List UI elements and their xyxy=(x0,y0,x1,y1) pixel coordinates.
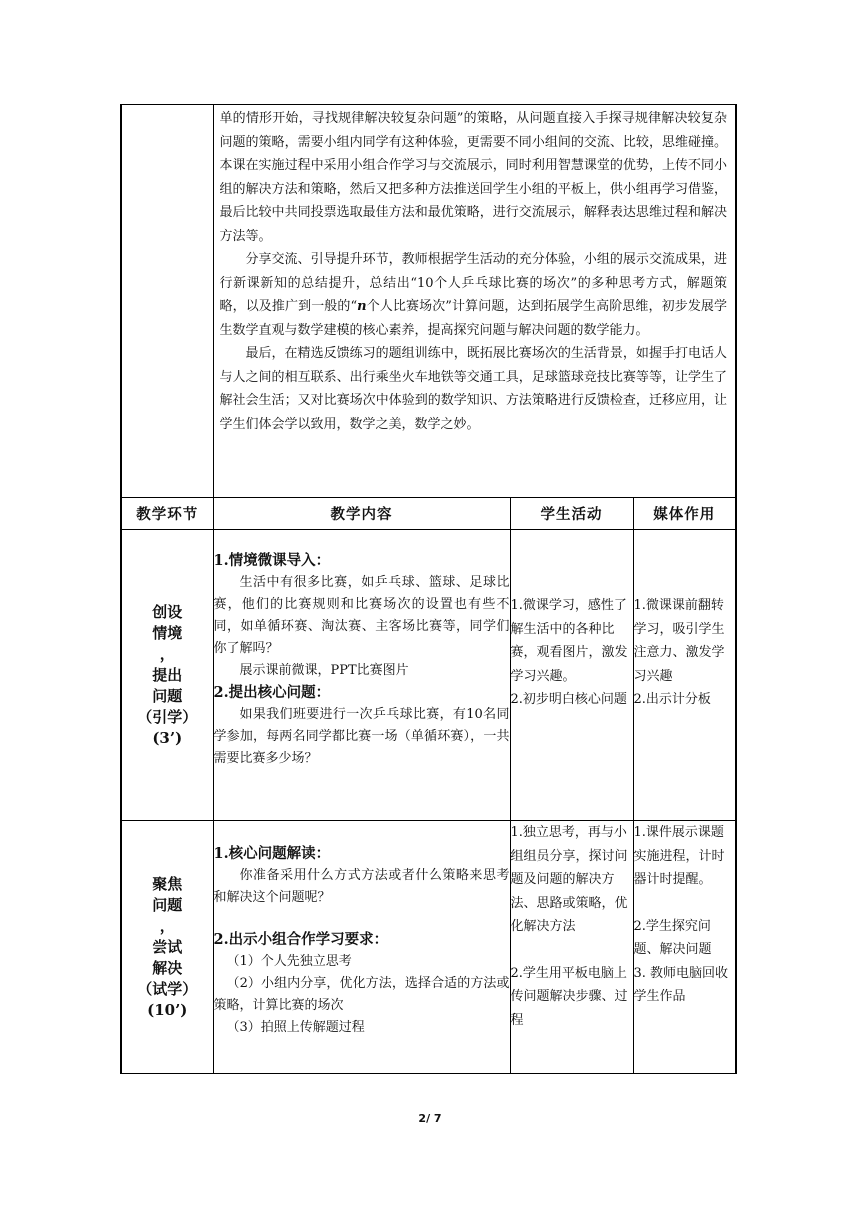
student-activity-item: 2.初步明白核心问题 xyxy=(510,692,627,707)
content-cell xyxy=(213,821,510,1074)
header-stage: 教学环节 xyxy=(121,498,213,530)
media-role-item: 1.课件展示课题实施进程，计时器计时提醒。 xyxy=(633,825,725,887)
content-paragraph: 如果我们班要进行一次乒乓球比赛，有10名同学参加，每两名同学都比赛一场（单循环赛），一共需要比赛多少场？ xyxy=(213,707,510,766)
intro-blank-cell xyxy=(121,105,213,498)
content-heading: 2.出示小组合作学习要求： xyxy=(213,931,389,948)
intro-paragraph: 单的情形开始，寻找规律解决较复杂问题”的策略，从问题直接入手探寻规律解决较复杂问题的策略，需要小组内同学有这种体验，更需要不同小组间的交流、比较，思维碰撞。本课在实施过程中采用小组合作学习与交流展示，同时利用智慧课堂的优势，上传不同小组的解决方法和策略，然后又把多种方法推送回学生小组的平板上，供小组再学习借鉴，最后比较中共同投票选取最佳方法和最优策略，进行交流展示，解释表达思维过程和解决方法等。 xyxy=(219,111,728,244)
content-paragraph: 生活中有很多比赛，如乒乓球、篮球、足球比赛，他们的比赛规则和比赛场次的设置也有些不同，如单循环赛、淘汰赛、主客场比赛等，同学们你了解吗？ xyxy=(213,575,510,656)
media-role-cell xyxy=(633,821,736,1074)
content-paragraph: 你准备采用什么方式方法或者什么策略来思考和解决这个问题呢？ xyxy=(213,868,510,905)
content-heading: 1.情境微课导入： xyxy=(213,552,331,569)
media-role-item: 2.学生探究问题、解决问题 xyxy=(633,918,712,957)
content-paragraph: 展示课前微课，PPT比赛图片 xyxy=(239,663,409,678)
intro-row xyxy=(121,105,736,498)
table-row xyxy=(121,530,736,821)
stage-line: （试学） xyxy=(137,979,198,998)
content-list-item: （3）拍照上传解题过程 xyxy=(226,1020,365,1035)
stage-line: 尝试 xyxy=(152,937,183,956)
stage-line: ， xyxy=(159,916,175,935)
lesson-plan-table xyxy=(120,104,737,1074)
table-header-row xyxy=(121,498,736,530)
content-heading: 1.核心问题解读： xyxy=(213,845,331,862)
stage-line: （引学） xyxy=(137,707,198,726)
content-heading: 2.提出核心问题： xyxy=(213,684,331,701)
student-activity-item: 2.学生用平板电脑上传问题解决步骤、过程 xyxy=(510,965,628,1028)
content-list-item: （2）小组内分享，优化方法，选择合适的方法或策略，计算比赛的场次 xyxy=(213,976,510,1013)
intro-text-part: 分享交流、引导提升环节，教师根据学生活动的充分体验，小组的展示交流成果，进行新课新知的总结提升，总结出“10个人乒乓球比赛的场次”的多种思考方式，解题策略，以及推广到一般的“ xyxy=(219,252,728,314)
stage-cell xyxy=(121,530,213,821)
spacer xyxy=(634,892,736,915)
stage-cell xyxy=(121,821,213,1074)
spacer xyxy=(214,909,510,929)
stage-line: (10’) xyxy=(147,1000,188,1019)
stage-line: (3’) xyxy=(152,728,183,747)
student-activity-item: 1.微课学习，感性了解生活中的各种比赛，观看图片，激发学习兴趣。 xyxy=(510,598,628,684)
media-role-item: 2.出示计分板 xyxy=(633,692,711,707)
intro-paragraph xyxy=(220,248,728,342)
content-list-item: （1）个人先独立思考 xyxy=(226,954,352,969)
page-number: 2/ 7 xyxy=(418,1112,442,1125)
header-media: 媒体作用 xyxy=(633,498,736,530)
media-role-cell xyxy=(633,530,736,821)
student-activity-cell xyxy=(510,530,633,821)
content-cell xyxy=(213,530,510,821)
spacer xyxy=(511,939,633,962)
media-role-item: 3. 教师电脑回收学生作品 xyxy=(633,965,729,1004)
variable-n: n xyxy=(357,299,367,314)
media-role-item: 1.微课课前翻转学习，吸引学生注意力、激发学习兴趣 xyxy=(633,598,725,684)
stage-line: 提出 xyxy=(152,665,183,684)
table-row xyxy=(121,821,736,1074)
intro-paragraph: 最后，在精选反馈练习的题组训练中，既拓展比赛场次的生活背景，如握手打电话人与人之间的相互联系、出行乘坐火车地铁等交通工具，足球篮球竞技比赛等等，让学生了解社会生活；又对比赛场次中体验到的数学知识、方法策略进行反馈检查，迁移应用，让学生们体会学以致用，数学之美，数学之妙。 xyxy=(219,346,728,432)
intro-text-part: 个人比赛场次”计算问题，达到拓展学生高阶思维，初步发展学生数学直观与数学建模的核心素养，提高探究问题与解决问题的数学能力。 xyxy=(219,299,728,338)
stage-line: 情境 xyxy=(152,623,183,642)
stage-line: 创设 xyxy=(152,602,183,621)
stage-line: 聚焦 xyxy=(152,874,183,893)
intro-cell xyxy=(213,105,736,498)
student-activity-cell xyxy=(510,821,633,1074)
stage-line: 问题 xyxy=(152,895,183,914)
header-student: 学生活动 xyxy=(510,498,633,530)
student-activity-item: 1.独立思考，再与小组组员分享，探讨问题及问题的解决方法、思路或策略，优化解决方法 xyxy=(510,825,628,934)
stage-line: 解决 xyxy=(152,958,183,977)
stage-line: 问题 xyxy=(152,686,183,705)
stage-line: ， xyxy=(159,644,175,663)
header-content: 教学内容 xyxy=(213,498,510,530)
